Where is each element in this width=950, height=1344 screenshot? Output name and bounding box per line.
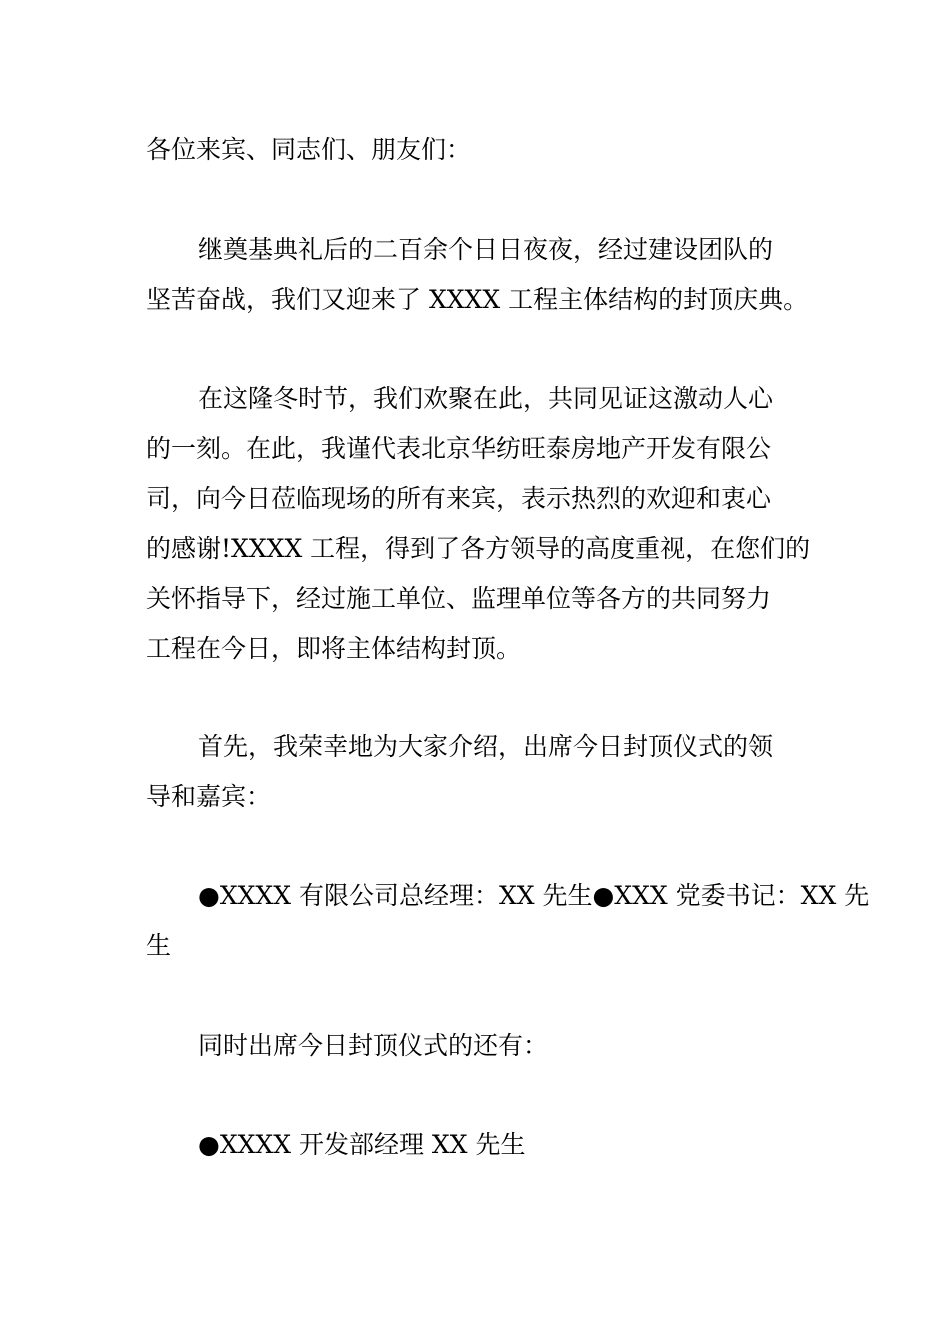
paragraph-line: 同时出席今日封顶仪式的还有：	[198, 1031, 549, 1060]
paragraph-line: 继奠基典礼后的二百余个日日夜夜，经过建设团队的	[198, 235, 774, 264]
salutation-paragraph	[146, 125, 808, 175]
paragraph-line: ●XXXX 有限公司总经理：XX 先生●XXX 党委书记：XX 先	[198, 881, 870, 910]
opening-paragraph	[146, 225, 808, 325]
paragraph-line: 的一刻。在此，我谨代表北京华纺旺泰房地产开发有限公	[146, 434, 772, 463]
paragraph-line: 关怀指导下，经过施工单位、监理单位等各方的共同努力	[146, 584, 772, 613]
paragraph-line: 导和嘉宾：	[146, 782, 272, 811]
paragraph-line: 在这隆冬时节，我们欢聚在此，共同见证这激动人心	[198, 384, 774, 413]
guest-list-paragraph	[146, 871, 870, 971]
paragraph-line: 坚苦奋战，我们又迎来了 XXXX 工程主体结构的封顶庆典。	[146, 285, 809, 314]
additional-guest-paragraph	[146, 1120, 808, 1170]
paragraph-line: 工程在今日，即将主体结构封顶。	[146, 634, 522, 663]
also-attending-paragraph	[146, 1021, 808, 1071]
paragraph-line: ●XXXX 开发部经理 XX 先生	[198, 1130, 526, 1159]
paragraph-line: 生	[146, 931, 172, 960]
welcome-paragraph	[146, 374, 811, 674]
paragraph-line: 的感谢!XXXX 工程，得到了各方领导的高度重视，在您们的	[146, 534, 811, 563]
introduction-paragraph	[146, 722, 808, 822]
paragraph-line: 各位来宾、同志们、朋友们：	[146, 135, 472, 164]
paragraph-line: 司，向今日莅临现场的所有来宾，表示热烈的欢迎和衷心	[146, 484, 772, 513]
paragraph-line: 首先，我荣幸地为大家介绍，出席今日封顶仪式的领	[198, 732, 774, 761]
